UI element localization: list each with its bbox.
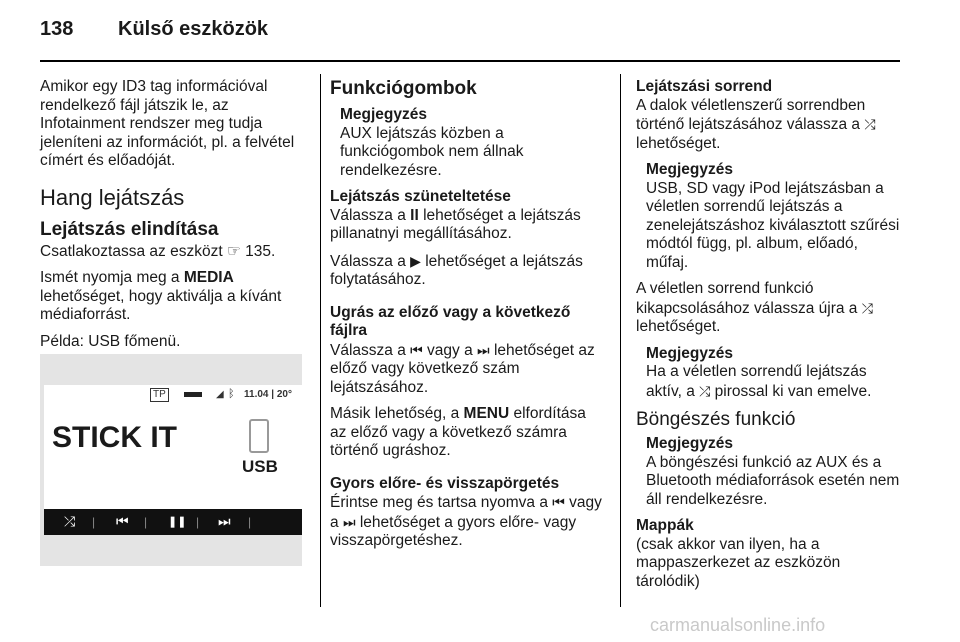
next-track-icon: ⏭ bbox=[342, 513, 356, 530]
control-separator: | bbox=[144, 515, 148, 529]
skip-paragraph: Válassza a ⏮ vagy a ⏭ lehetőséget az előző vagy következő szám lejátszásához. bbox=[330, 341, 595, 396]
page-header bbox=[40, 18, 268, 41]
section-heading-audio: Hang lejátszás bbox=[40, 184, 185, 210]
pause-paragraph: Válassza a II lehetőséget a lejátszás pillanatnyi megállításához. bbox=[330, 206, 581, 242]
pause-icon: II bbox=[410, 206, 419, 224]
note-text: AUX lejátszás közben a funkciógombok nem állnak rendelkezésre. bbox=[340, 124, 524, 179]
column-divider-1 bbox=[320, 74, 321, 607]
note-browse bbox=[636, 435, 900, 509]
header-rule bbox=[40, 60, 900, 62]
shuffle-paragraph: A dalok véletlenszerű sorrendben történő lejátszásához válassza a ⤮ lehetőséget. bbox=[636, 96, 876, 152]
heading-pause: Lejátszás szüneteltetése bbox=[330, 188, 511, 205]
media-paragraph: Ismét nyomja meg a MEDIA lehetőséget, hogy aktiválja a kívánt médiaforrást. bbox=[40, 269, 282, 323]
shuffle-icon[interactable]: ⤮ bbox=[64, 513, 76, 529]
previous-track-icon[interactable]: ⏮ bbox=[116, 513, 129, 529]
note-title: Megjegyzés bbox=[340, 106, 428, 123]
usb-stick-icon bbox=[249, 419, 269, 453]
column-3 bbox=[636, 78, 900, 599]
source-label: USB bbox=[242, 457, 278, 476]
note-text: USB, SD vagy iPod lejátszásban a véletlen sorrendű lejátszás a zenelejátszáshoz kiválasztott szűrési módtól függ, pl. album, előadó, műfaj. bbox=[646, 179, 900, 271]
bluetooth-icon: ᛒ bbox=[228, 388, 235, 400]
page-number: 138 bbox=[40, 18, 74, 40]
shuffle-icon: ⤮ bbox=[864, 116, 876, 132]
next-track-icon[interactable]: ⏭ bbox=[218, 513, 231, 529]
example-paragraph: Példa: USB főmenü. bbox=[40, 332, 181, 350]
subheading-start-playback: Lejátszás elindítása bbox=[40, 218, 219, 240]
intro-paragraph: Amikor egy ID3 tag információval rendelkező fájl játszik le, az Infotainment rendszer meg tudja jeleníteni az információt, pl. a felvétel címért és előadóját. bbox=[40, 78, 295, 169]
status-bar bbox=[44, 385, 302, 405]
folders-paragraph: (csak akkor van ilyen, ha a mappaszerkezet az eszközön tárolódik) bbox=[636, 535, 841, 590]
heading-shuffle: Lejátszási sorrend bbox=[636, 78, 773, 95]
play-icon: ▶ bbox=[410, 252, 421, 269]
pause-icon[interactable]: ❚❚ bbox=[168, 516, 187, 528]
heading-folders: Mappák bbox=[636, 517, 694, 534]
previous-track-icon: ⏮ bbox=[410, 341, 423, 358]
menu-paragraph: Másik lehetőség, a MENU elfordítása az előző vagy a következő számra történő ugráshoz. bbox=[330, 405, 586, 459]
watermark: carmanualsonline.info bbox=[650, 615, 826, 635]
next-track-icon: ⏭ bbox=[477, 341, 490, 358]
column-1 bbox=[40, 78, 304, 359]
note-aux bbox=[330, 106, 604, 180]
reference-icon: ☞ bbox=[226, 242, 241, 260]
note-shuffle-highlight bbox=[636, 345, 900, 402]
control-separator: | bbox=[196, 515, 200, 529]
chapter-title: Külső eszközök bbox=[118, 18, 269, 40]
note-title: Megjegyzés bbox=[646, 161, 734, 178]
shuffle-icon: ⤮ bbox=[861, 299, 873, 316]
previous-track-icon: ⏮ bbox=[552, 494, 565, 510]
usb-main-menu-figure bbox=[40, 354, 302, 566]
note-text: A böngészési funkció az AUX és a Bluetooth médiaforrások esetén nem áll rendelkezésre. bbox=[646, 453, 900, 508]
tp-indicator: TP bbox=[150, 388, 169, 402]
shuffle-off-paragraph: A véletlen sorrend funkció kikapcsolásához válassza újra a ⤮ lehetőséget. bbox=[636, 280, 873, 335]
note-text: Ha a véletlen sorrendű lejátszás aktív, a ⤮ pirossal ki van emelve. bbox=[646, 363, 872, 400]
shuffle-icon: ⤮ bbox=[699, 382, 711, 399]
note-title: Megjegyzés bbox=[646, 344, 734, 362]
playback-controls bbox=[44, 509, 302, 535]
signal-icon: ◢ bbox=[216, 389, 224, 400]
column-2 bbox=[330, 78, 604, 559]
heading-skip: Ugrás az előző vagy a következő fájlra bbox=[330, 303, 571, 339]
resume-paragraph: Válassza a ▶ lehetőséget a lejátszás folytatásához. bbox=[330, 252, 583, 288]
note-shuffle-filter bbox=[636, 161, 900, 272]
subheading-browse: Böngészés funkció bbox=[636, 409, 796, 430]
connect-device-paragraph: Csatlakoztassa az eszközt ☞ 135. bbox=[40, 242, 276, 260]
column-divider-2 bbox=[620, 74, 621, 607]
control-separator: | bbox=[248, 515, 252, 529]
display-screen bbox=[44, 385, 302, 535]
note-title: Megjegyzés bbox=[646, 435, 734, 452]
track-title: STICK IT bbox=[52, 421, 177, 454]
battery-icon bbox=[184, 392, 202, 397]
clock-temperature: 11.04 | 20° bbox=[244, 389, 292, 400]
heading-fast-forward: Gyors előre- és visszapörgetés bbox=[330, 474, 560, 492]
fast-forward-paragraph: Érintse meg és tartsa nyomva a ⏮ vagy a ⏭ lehetőséget a gyors előre- vagy visszapörgetéshez. bbox=[330, 494, 602, 549]
subheading-function-buttons: Funkciógombok bbox=[330, 78, 477, 99]
control-separator: | bbox=[92, 515, 96, 529]
